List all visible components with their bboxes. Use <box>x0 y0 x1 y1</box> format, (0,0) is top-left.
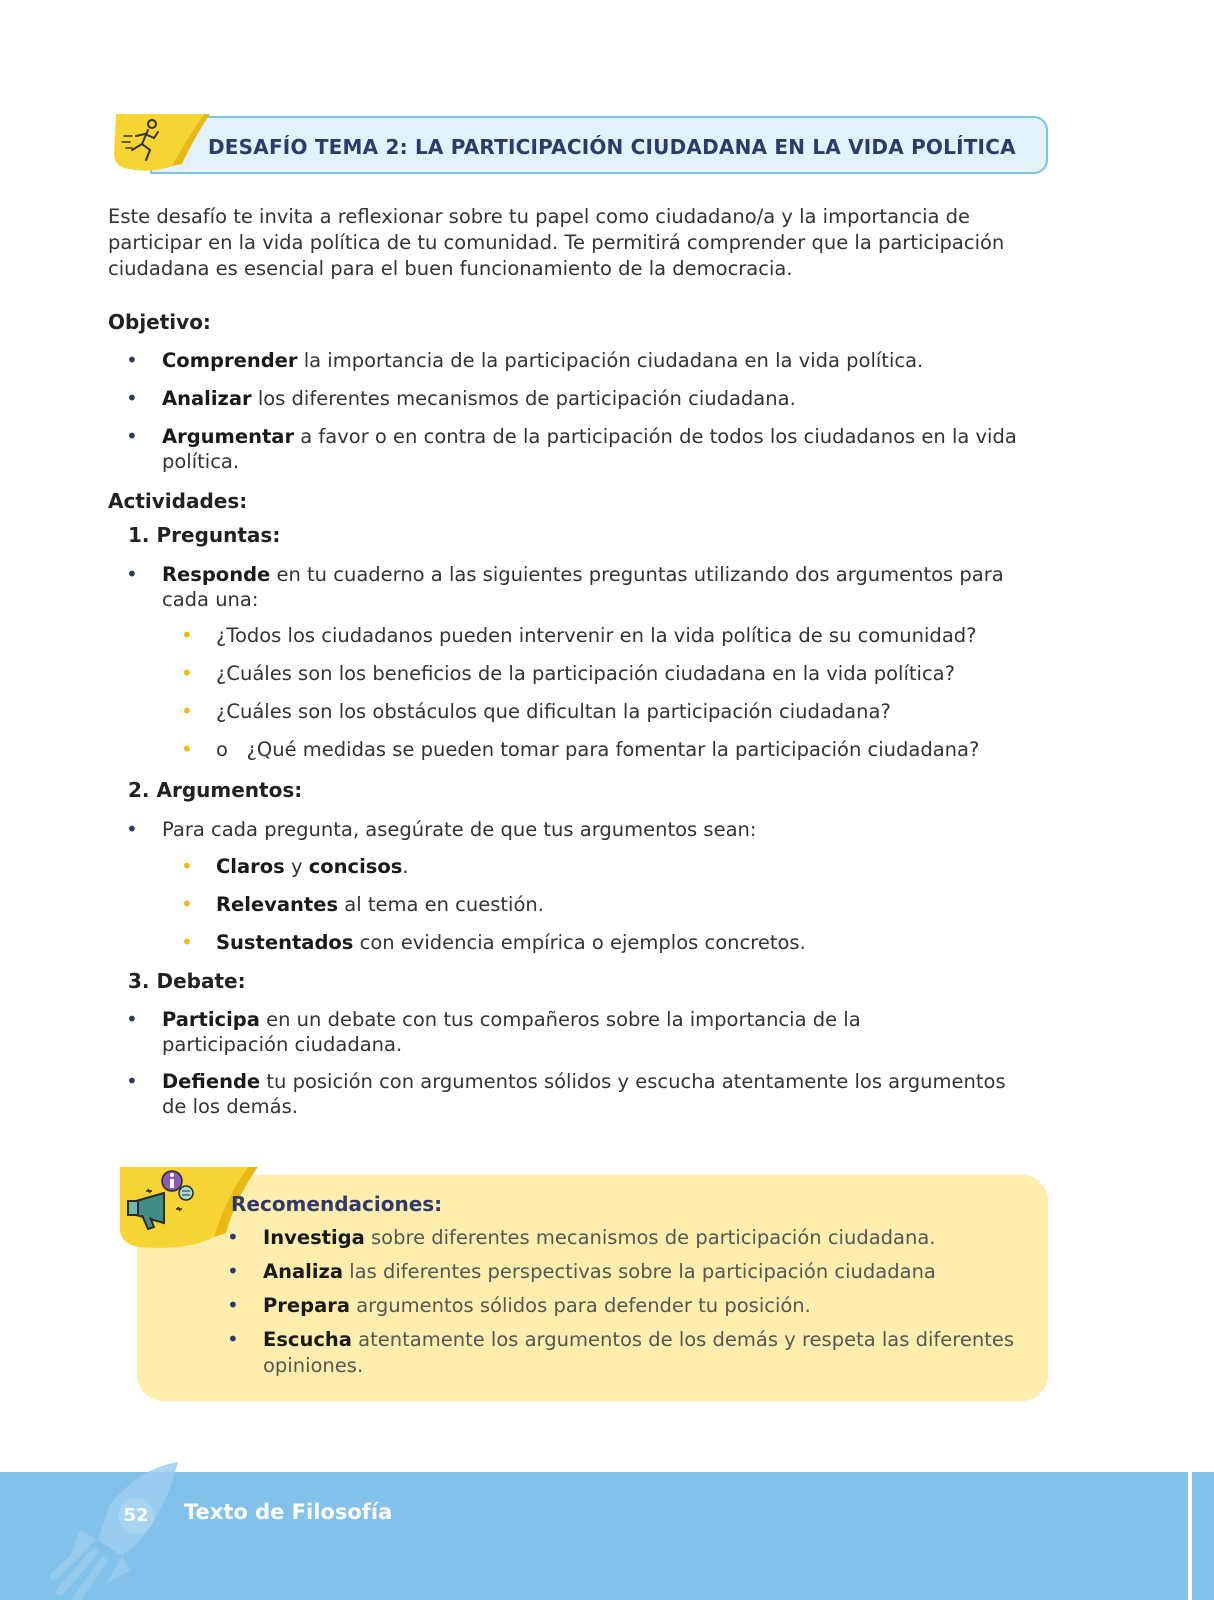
page-title: DESAFÍO TEMA 2: LA PARTICIPACIÓN CIUDADANA EN LA VIDA POLÍTICA <box>208 135 1016 159</box>
question-item: o ¿Qué medidas se pueden tomar para fomentar la participación ciudadana? <box>216 738 980 761</box>
book-title: Texto de Filosofía <box>184 1500 393 1524</box>
list-item: Sustentados con evidencia empírica o ejemplos concretos. <box>216 931 806 954</box>
recommendation-item: Investiga sobre diferentes mecanismos de participación ciudadana. <box>263 1226 936 1249</box>
recommendation-item: Analiza las diferentes perspectivas sobre la participación ciudadana <box>263 1260 936 1283</box>
bullet: • <box>126 562 138 586</box>
bullet: • <box>181 737 193 761</box>
list-item: Para cada pregunta, asegúrate de que tus argumentos sean: <box>162 818 757 841</box>
list-item: Argumentar a favor o en contra de la participación de todos los ciudadanos en la vida política. <box>162 425 1017 473</box>
bullet: • <box>126 386 138 410</box>
arguments-heading: 2. Argumentos: <box>128 778 303 802</box>
recommendation-item: Prepara argumentos sólidos para defender tu posición. <box>263 1294 811 1317</box>
questions-heading: 1. Preguntas: <box>128 523 281 547</box>
recommendation-item: Escucha atentamente los argumentos de los demás y respeta las diferentes opiniones. <box>263 1328 1014 1377</box>
bullet: • <box>181 699 193 723</box>
footer-strip <box>1192 1472 1214 1600</box>
bullet: • <box>227 1293 239 1317</box>
bullet: • <box>126 1069 138 1093</box>
debate-heading: 3. Debate: <box>128 969 246 993</box>
objective-heading: Objetivo: <box>108 310 211 334</box>
list-item: Participa en un debate con tus compañeros sobre la importancia de la participación ciudadana. <box>162 1008 861 1056</box>
intro-paragraph: Este desafío te invita a reflexionar sobre tu papel como ciudadano/a y la importancia de participar en la vida política de tu comunidad. Te permitirá comprender que la participación ciudadana es esencial para el buen funcionamiento de la democracia. <box>108 205 1005 280</box>
running-person-icon <box>112 110 212 174</box>
bullet: • <box>181 892 193 916</box>
recommendations-heading: Recomendaciones: <box>231 1192 443 1216</box>
bullet: • <box>227 1225 239 1249</box>
bullet: • <box>181 930 193 954</box>
question-item: ¿Cuáles son los obstáculos que dificultan la participación ciudadana? <box>216 700 891 723</box>
bullet: • <box>181 661 193 685</box>
question-item: ¿Cuáles son los beneficios de la participación ciudadana en la vida política? <box>216 662 955 685</box>
rocket-icon <box>50 1460 190 1600</box>
bullet: • <box>181 854 193 878</box>
list-item: Defiende tu posición con argumentos sólidos y escucha atentamente los argumentos de los demás. <box>162 1070 1006 1118</box>
list-item: Responde en tu cuaderno a las siguientes preguntas utilizando dos argumentos para cada una: <box>162 563 1004 611</box>
list-item: Comprender la importancia de la participación ciudadana en la vida política. <box>162 349 924 372</box>
question-item: ¿Todos los ciudadanos pueden intervenir en la vida política de su comunidad? <box>216 624 977 647</box>
bullet: • <box>227 1327 239 1351</box>
bullet: • <box>227 1259 239 1283</box>
bullet: • <box>126 348 138 372</box>
bullet: • <box>181 623 193 647</box>
list-item: Claros y concisos. <box>216 855 409 878</box>
bullet: • <box>126 1007 138 1031</box>
activities-heading: Actividades: <box>108 489 248 513</box>
page-number: 52 <box>118 1498 154 1534</box>
bullet: • <box>126 424 138 448</box>
bullet: • <box>126 817 138 841</box>
list-item: Relevantes al tema en cuestión. <box>216 893 544 916</box>
list-item: Analizar los diferentes mecanismos de participación ciudadana. <box>162 387 796 410</box>
